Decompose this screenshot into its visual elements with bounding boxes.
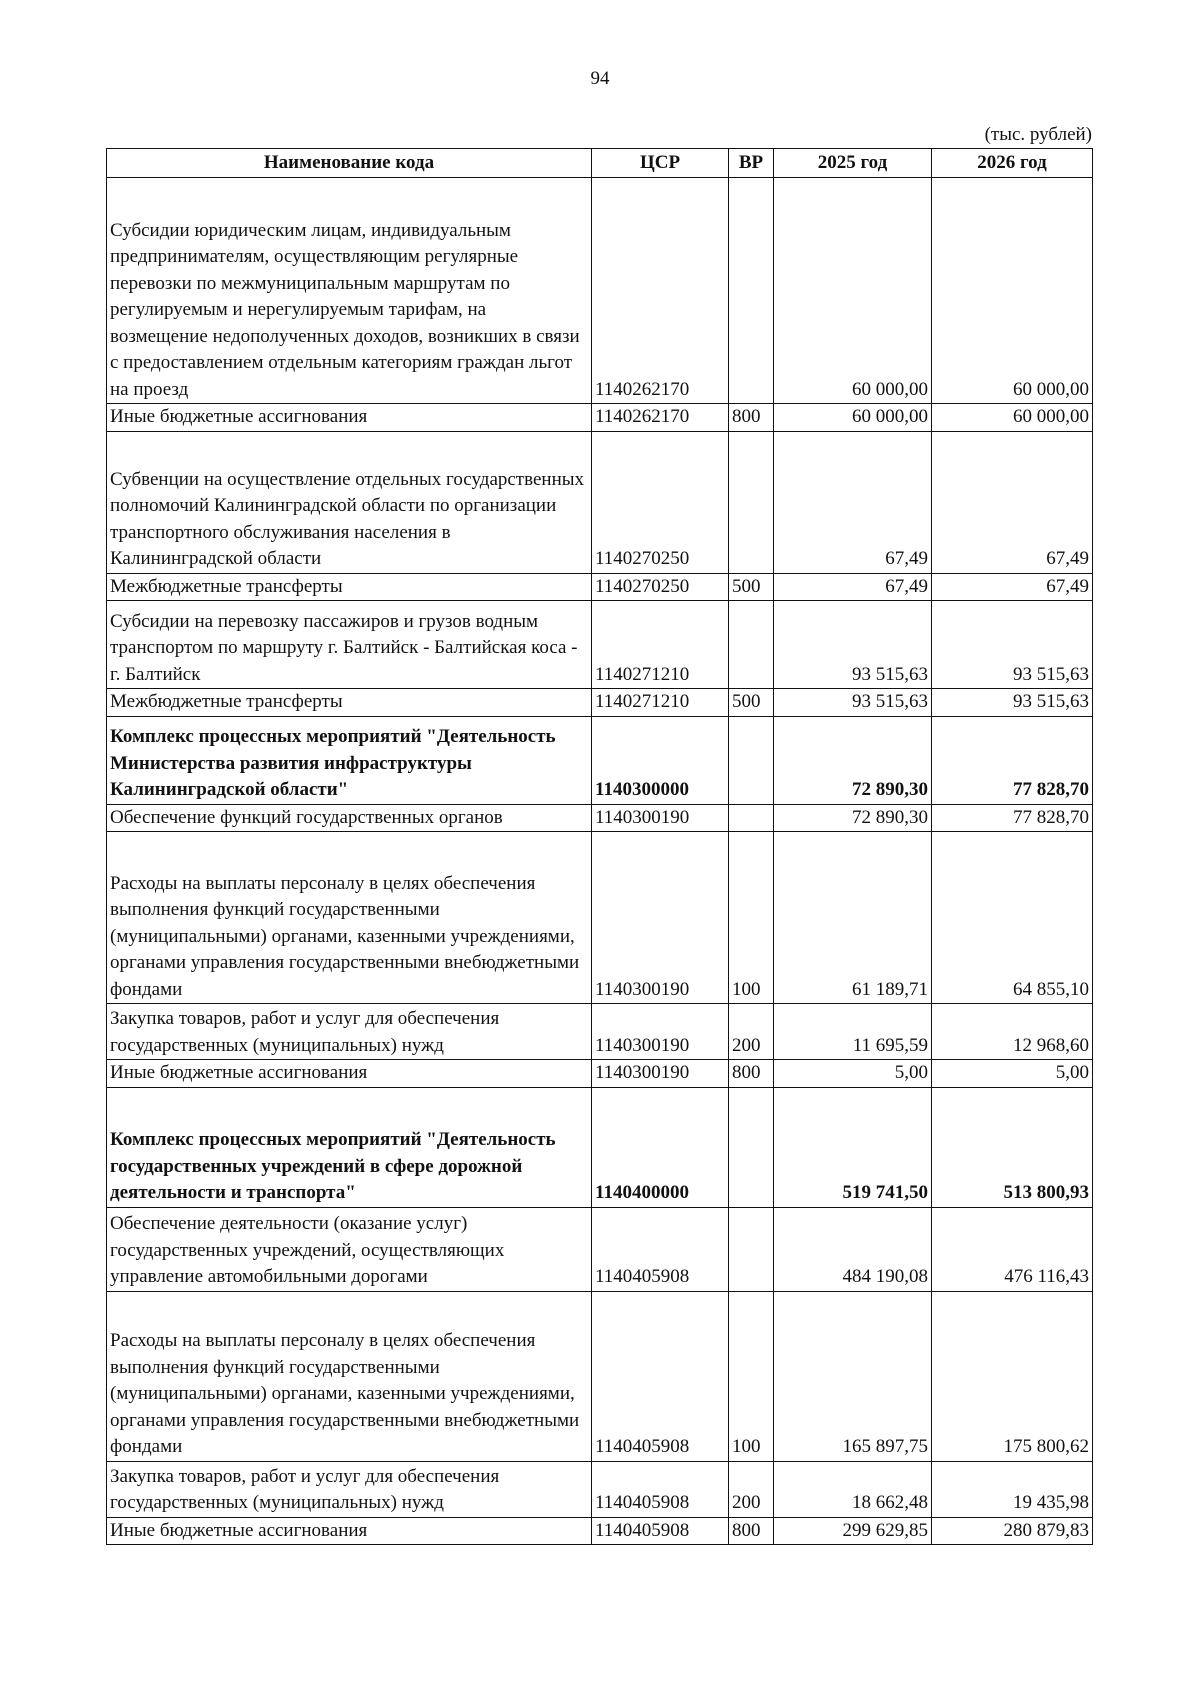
table-row [107, 573, 1093, 601]
row-2026: 93 515,63 [932, 689, 1093, 717]
row-vr: 100 [729, 1291, 774, 1461]
row-csr: 1140262170 [592, 178, 729, 404]
row-vr [729, 601, 774, 689]
header-csr: ЦСР [592, 149, 729, 178]
row-2026: 64 855,10 [932, 832, 1093, 1004]
row-vr [729, 1207, 774, 1291]
row-2026: 67,49 [932, 573, 1093, 601]
row-name: Обеспечение деятельности (оказание услуг) государственных учреждений, осуществляющих управление автомобильными дорогами [107, 1207, 592, 1291]
row-2025: 18 662,48 [774, 1461, 932, 1517]
row-2025: 93 515,63 [774, 601, 932, 689]
table-row [107, 431, 1093, 573]
header-vr: ВР [729, 149, 774, 178]
row-vr: 800 [729, 1517, 774, 1545]
row-2025: 519 741,50 [774, 1087, 932, 1207]
header-2025: 2025 год [774, 149, 932, 178]
row-vr [729, 1087, 774, 1207]
row-vr: 500 [729, 689, 774, 717]
header-name: Наименование кода [107, 149, 592, 178]
row-vr [729, 178, 774, 404]
row-csr: 1140270250 [592, 573, 729, 601]
row-name: Субсидии юридическим лицам, индивидуальным предпринимателям, осуществляющим регулярные перевозки по межмуниципальным маршрутам по регулируемым и нерегулируемым тарифам, на возмещение недополученных доходов, возникших в связи с предоставлением отдельным категориям граждан льгот на проезд [107, 178, 592, 404]
units-label: (тыс. рублей) [984, 124, 1092, 145]
row-name: Иные бюджетные ассигнования [107, 1060, 592, 1088]
row-2026: 77 828,70 [932, 804, 1093, 832]
header-2026: 2026 год [932, 149, 1093, 178]
table-row [107, 178, 1093, 404]
row-2025: 67,49 [774, 573, 932, 601]
row-2026: 280 879,83 [932, 1517, 1093, 1545]
row-csr: 1140271210 [592, 689, 729, 717]
row-name: Иные бюджетные ассигнования [107, 1517, 592, 1545]
row-csr: 1140271210 [592, 601, 729, 689]
row-csr: 1140262170 [592, 404, 729, 432]
row-name: Межбюджетные трансферты [107, 689, 592, 717]
row-2025: 5,00 [774, 1060, 932, 1088]
row-name: Закупка товаров, работ и услуг для обеспечения государственных (муниципальных) нужд [107, 1461, 592, 1517]
table-row-section [107, 1087, 1093, 1207]
row-2025: 60 000,00 [774, 404, 932, 432]
row-2026: 513 800,93 [932, 1087, 1093, 1207]
row-2025: 60 000,00 [774, 178, 932, 404]
row-2025: 165 897,75 [774, 1291, 932, 1461]
row-2026: 67,49 [932, 431, 1093, 573]
row-name: Комплекс процессных мероприятий "Деятельность государственных учреждений в сфере дорожной деятельности и транспорта" [107, 1087, 592, 1207]
table-row-section [107, 716, 1093, 804]
row-csr: 1140300190 [592, 832, 729, 1004]
table-row [107, 404, 1093, 432]
row-name: Расходы на выплаты персоналу в целях обеспечения выполнения функций государственными (муниципальными) органами, казенными учреждениями, органами управления государственными внебюджетными фондами [107, 1291, 592, 1461]
row-name: Комплекс процессных мероприятий "Деятельность Министерства развития инфраструктуры Калининградской области" [107, 716, 592, 804]
row-2025: 72 890,30 [774, 716, 932, 804]
table-row [107, 1461, 1093, 1517]
row-csr: 1140270250 [592, 431, 729, 573]
row-vr: 800 [729, 404, 774, 432]
row-2026: 476 116,43 [932, 1207, 1093, 1291]
row-csr: 1140405908 [592, 1207, 729, 1291]
row-2026: 60 000,00 [932, 404, 1093, 432]
row-2025: 61 189,71 [774, 832, 932, 1004]
row-2026: 5,00 [932, 1060, 1093, 1088]
row-2026: 19 435,98 [932, 1461, 1093, 1517]
budget-table [106, 148, 1093, 1545]
row-2025: 67,49 [774, 431, 932, 573]
row-vr [729, 716, 774, 804]
row-csr: 1140405908 [592, 1517, 729, 1545]
table-row [107, 804, 1093, 832]
row-vr: 800 [729, 1060, 774, 1088]
row-vr: 200 [729, 1004, 774, 1060]
row-vr [729, 804, 774, 832]
row-name: Закупка товаров, работ и услуг для обеспечения государственных (муниципальных) нужд [107, 1004, 592, 1060]
row-2025: 93 515,63 [774, 689, 932, 717]
row-2026: 93 515,63 [932, 601, 1093, 689]
row-2025: 72 890,30 [774, 804, 932, 832]
row-name: Расходы на выплаты персоналу в целях обеспечения выполнения функций государственными (муниципальными) органами, казенными учреждениями, органами управления государственными внебюджетными фондами [107, 832, 592, 1004]
table-row [107, 1291, 1093, 1461]
row-name: Субвенции на осуществление отдельных государственных полномочий Калининградской области по организации транспортного обслуживания населения в Калининградской области [107, 431, 592, 573]
row-2025: 11 695,59 [774, 1004, 932, 1060]
row-csr: 1140400000 [592, 1087, 729, 1207]
row-csr: 1140300190 [592, 804, 729, 832]
page-number: 94 [590, 68, 610, 89]
table-row [107, 1004, 1093, 1060]
row-vr: 500 [729, 573, 774, 601]
table-header-row [107, 149, 1093, 178]
row-csr: 1140405908 [592, 1461, 729, 1517]
row-name: Иные бюджетные ассигнования [107, 404, 592, 432]
table-row [107, 1060, 1093, 1088]
row-csr: 1140300190 [592, 1060, 729, 1088]
table-row [107, 1207, 1093, 1291]
table-row [107, 1517, 1093, 1545]
row-name: Обеспечение функций государственных органов [107, 804, 592, 832]
table-row [107, 689, 1093, 717]
row-vr: 100 [729, 832, 774, 1004]
row-name: Межбюджетные трансферты [107, 573, 592, 601]
row-csr: 1140300000 [592, 716, 729, 804]
row-2026: 60 000,00 [932, 178, 1093, 404]
row-csr: 1140405908 [592, 1291, 729, 1461]
row-vr: 200 [729, 1461, 774, 1517]
row-2025: 484 190,08 [774, 1207, 932, 1291]
row-2026: 175 800,62 [932, 1291, 1093, 1461]
row-name: Субсидии на перевозку пассажиров и грузов водным транспортом по маршруту г. Балтийск - Балтийская коса - г. Балтийск [107, 601, 592, 689]
row-vr [729, 431, 774, 573]
row-2025: 299 629,85 [774, 1517, 932, 1545]
row-csr: 1140300190 [592, 1004, 729, 1060]
table-row [107, 832, 1093, 1004]
row-2026: 77 828,70 [932, 716, 1093, 804]
table-row [107, 601, 1093, 689]
row-2026: 12 968,60 [932, 1004, 1093, 1060]
